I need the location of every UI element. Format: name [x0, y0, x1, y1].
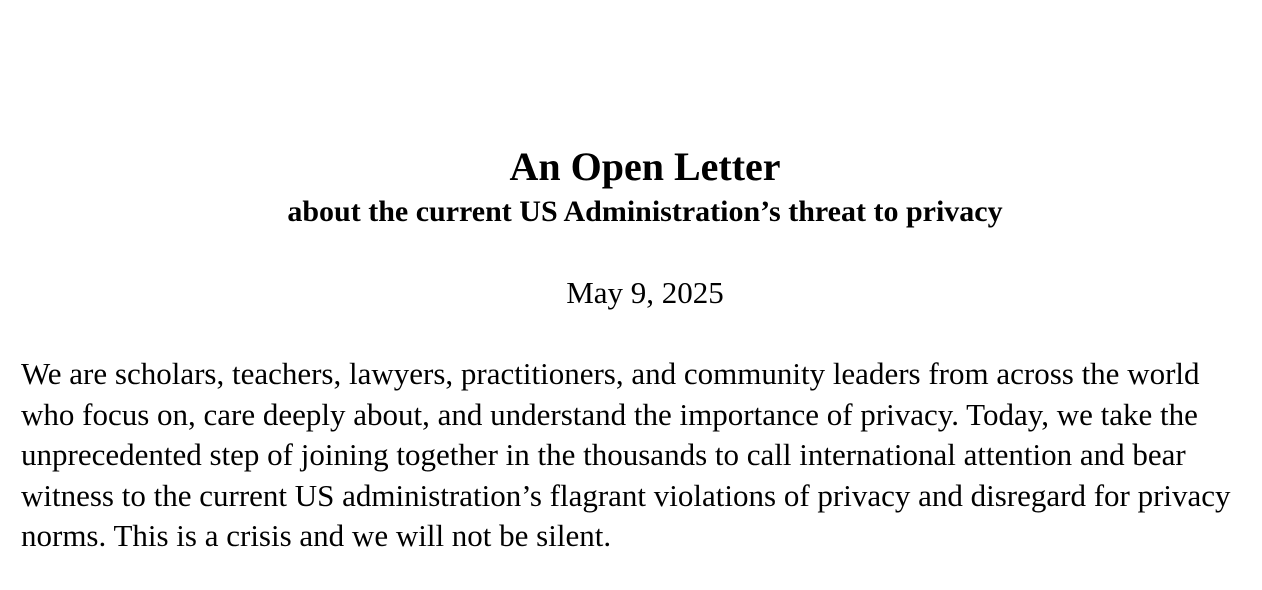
- letter-date: May 9, 2025: [566, 275, 724, 310]
- page-subtitle: about the current US Administration’s threat to privacy: [287, 195, 1003, 228]
- page-title: An Open Letter: [509, 144, 781, 189]
- letter-body-paragraph: We are scholars, teachers, lawyers, practitioners, and community leaders from across the world who focus on, care deeply about, and understand the importance of privacy. Today, we take the unprecedented step of joining together in the thousands to call international attention and bear witness to the current US administration’s flagrant violations of privacy and disregard for privacy norms. This is a crisis and we will not be silent.: [21, 356, 1231, 553]
